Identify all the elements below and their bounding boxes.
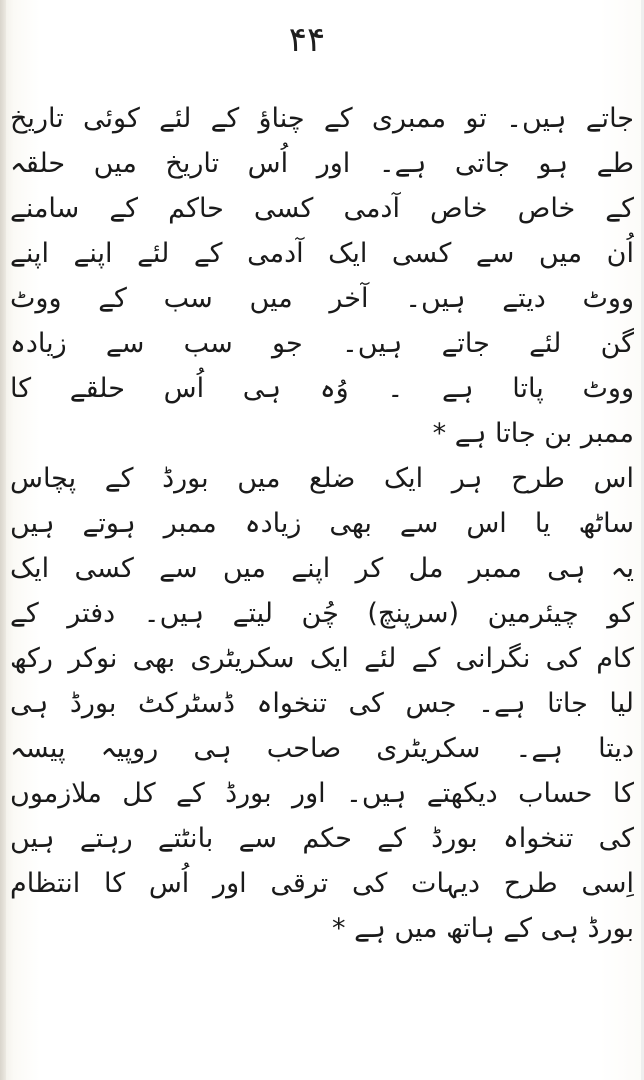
- text-line: کا حساب دیکھتے ہیں۔ اور بورڈ کے کل ملازموں: [10, 778, 634, 809]
- text-line: ساٹھ یا اس سے بھی زیادہ ممبر ہوتے ہیں: [10, 508, 634, 539]
- text-line: اس طرح ہر ایک ضلع میں بورڈ کے پچاس: [10, 463, 634, 494]
- text-line: کام کی نگرانی کے لئے ایک سکریٹری بھی نوکر رکھ: [10, 643, 634, 674]
- text-line: کے خاص خاص آدمی کسی حاکم کے سامنے: [10, 193, 634, 224]
- text-line: گن لئے جاتے ہیں۔ جو سب سے زیادہ: [10, 328, 634, 359]
- body-text: [10, 96, 634, 1036]
- text-line: کی تنخواہ بورڈ کے حکم سے بانٹتے رہتے ہیں: [10, 823, 634, 854]
- page-number: ۴۴: [288, 20, 326, 60]
- text-line: ممبر بن جاتا ہے *: [432, 418, 634, 449]
- text-line: جاتے ہیں۔ تو ممبری کے چناؤ کے لئے کوئی تاریخ: [10, 103, 634, 134]
- text-line: یہ ہی ممبر مل کر اپنے میں سے کسی ایک: [10, 553, 634, 584]
- text-line: طے ہو جاتی ہے۔ اور اُس تاریخ میں حلقہ: [10, 148, 634, 179]
- text-line: ووٹ دیتے ہیں۔ آخر میں سب کے ووٹ: [10, 283, 634, 314]
- text-line: اِسی طرح دیہات کی ترقی اور اُس کا انتظام: [10, 868, 634, 899]
- text-line: کو چیئرمین (سرپنچ) چُن لیتے ہیں۔ دفتر کے: [10, 598, 634, 629]
- text-line: دیتا ہے۔ سکریٹری صاحب ہی روپیہ پیسہ: [10, 733, 634, 764]
- text-line: اُن میں سے کسی ایک آدمی کے لئے اپنے اپنے: [10, 238, 634, 269]
- text-line: بورڈ ہی کے ہاتھ میں ہے *: [332, 913, 634, 944]
- text-line: لیا جاتا ہے۔ جس کی تنخواہ ڈسٹرکٹ بورڈ ہی: [10, 688, 634, 719]
- text-line: ووٹ پاتا ہے ۔ وُہ ہی اُس حلقے کا: [10, 373, 634, 404]
- page-binding-edge: [0, 0, 6, 1080]
